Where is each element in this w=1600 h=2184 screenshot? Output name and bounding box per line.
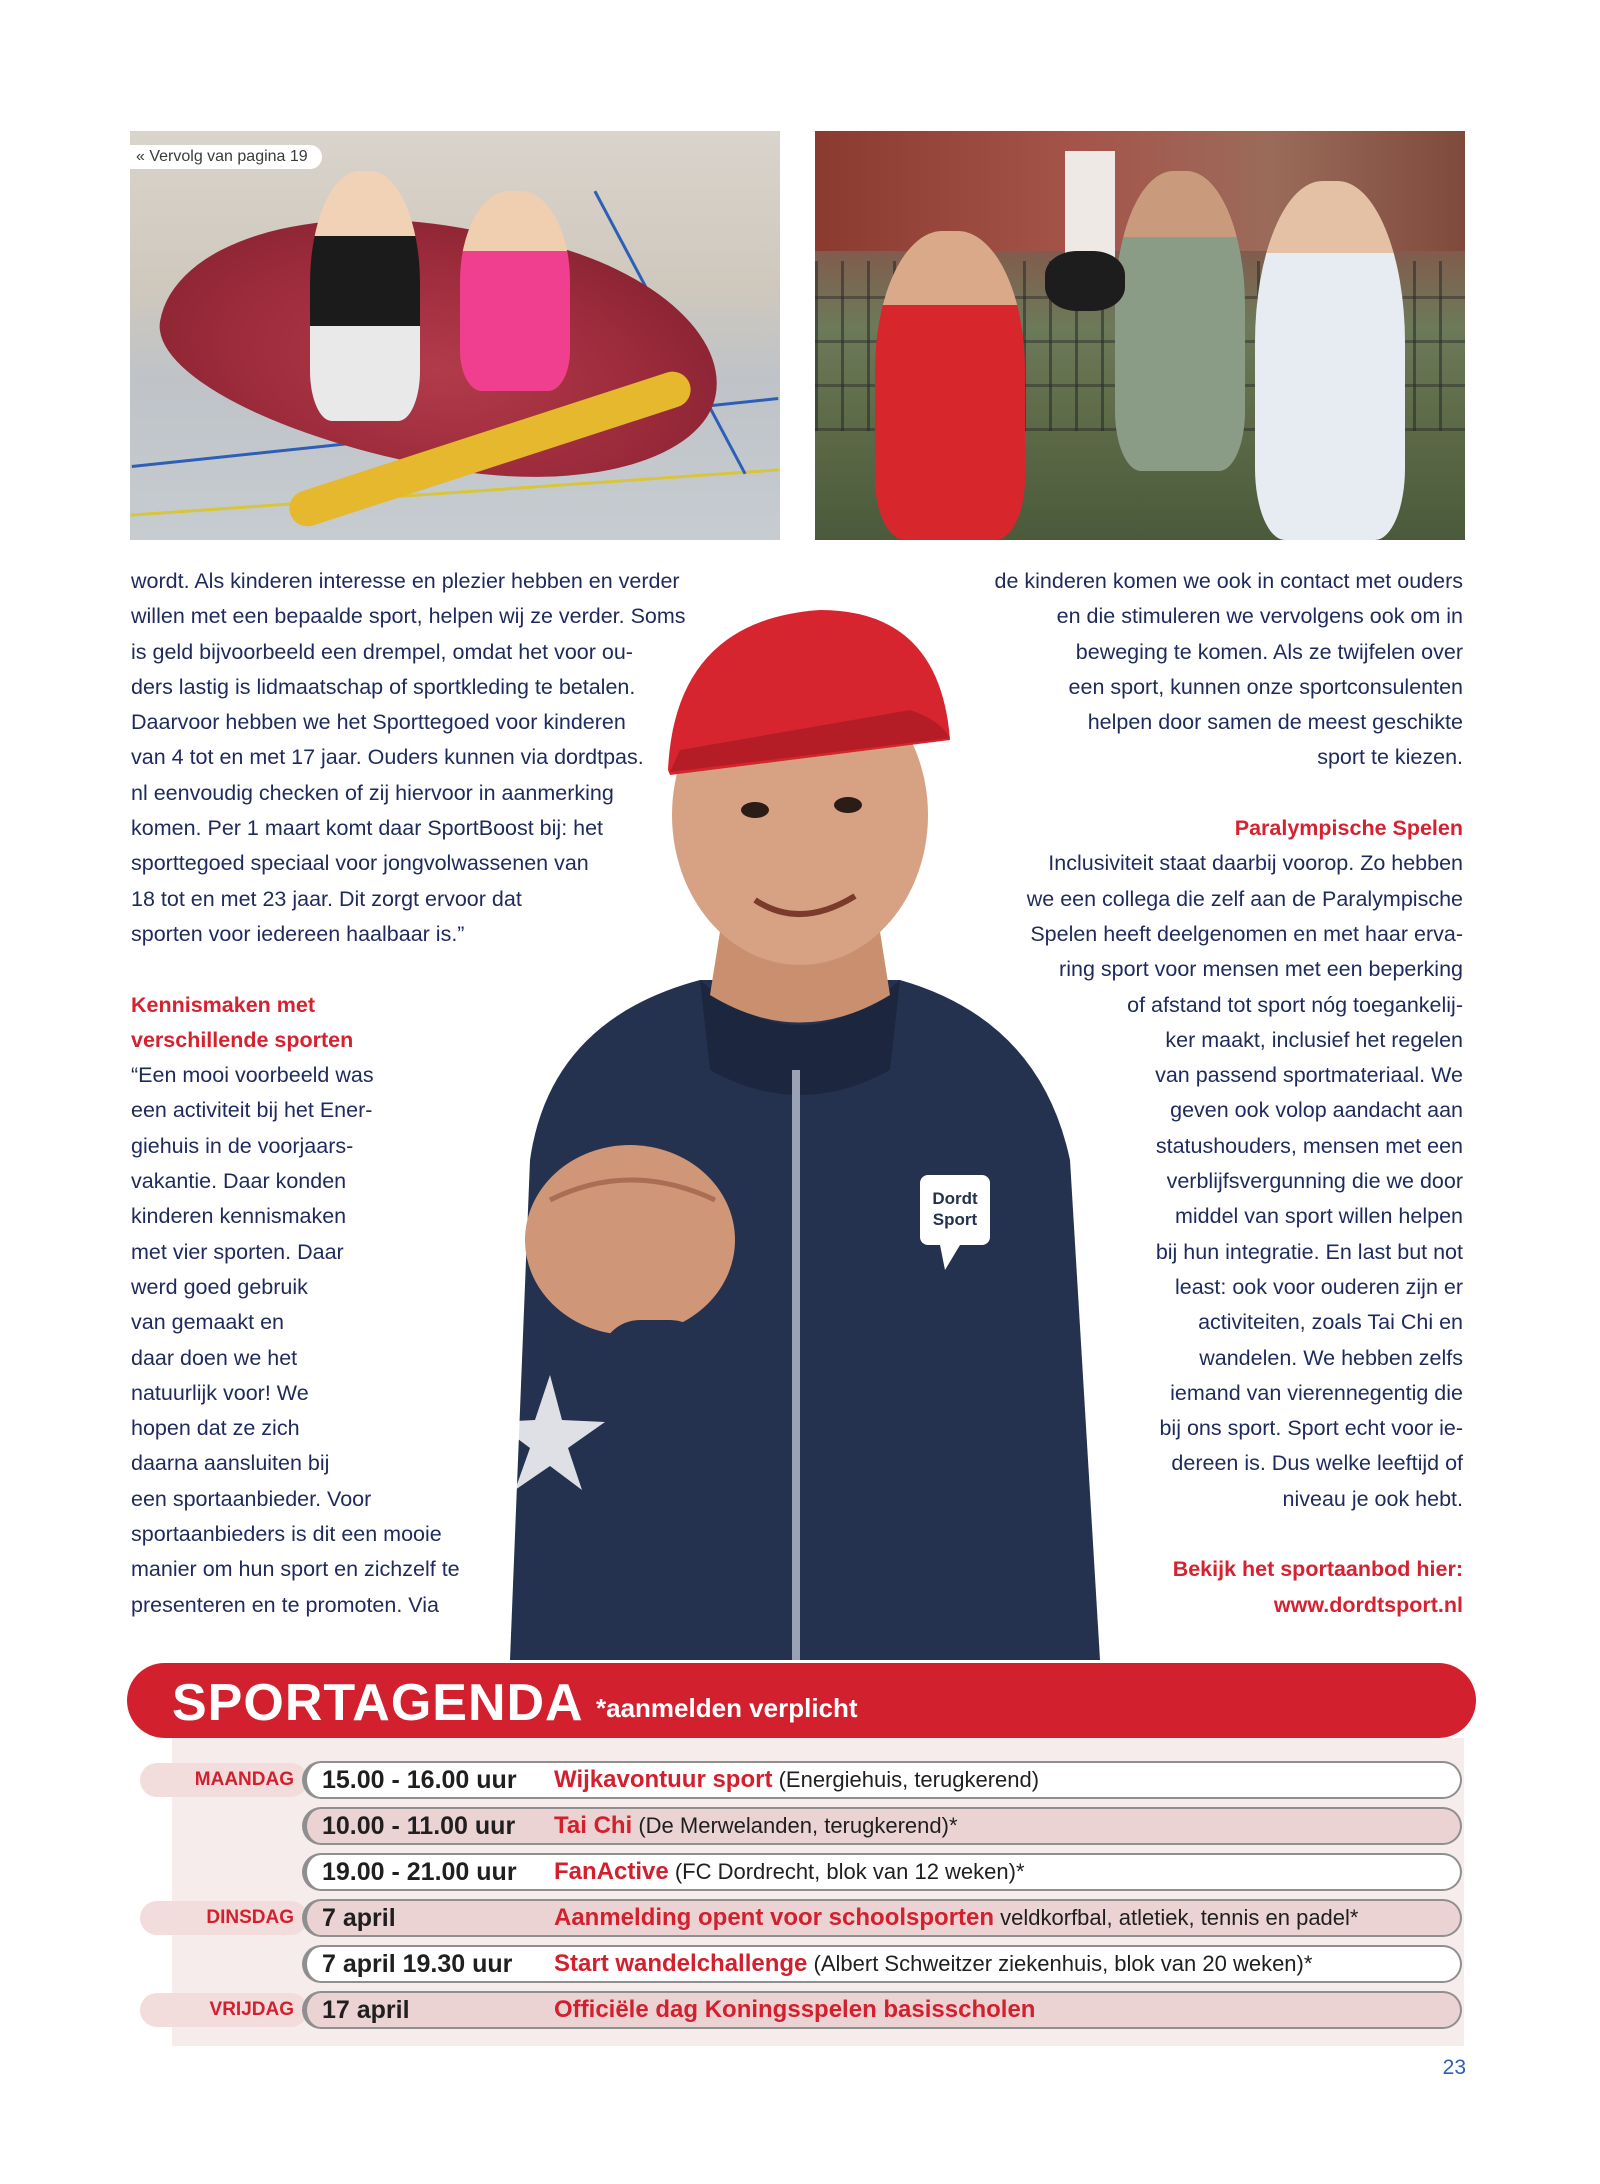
right-column-line: Inclusiviteit staat daarbij voorop. Zo hebben	[1048, 851, 1463, 876]
left-column-line: 18 tot en met 23 jaar. Dit zorgt ervoor dat	[131, 886, 522, 911]
right-column-line: bij ons sport. Sport echt voor ie-	[1159, 1416, 1463, 1441]
portrait-man-fist	[470, 600, 1130, 1660]
right-column-line: least: ook voor ouderen zijn er	[1174, 1274, 1463, 1299]
right-column-line: wandelen. We hebben zelfs	[1199, 1345, 1463, 1370]
agenda-day-label: DINSDAG	[140, 1901, 308, 1935]
child-right	[460, 191, 570, 391]
right-column-heading-line: Bekijk het sportaanbod hier:	[1172, 1557, 1463, 1582]
trainer-red-jacket	[875, 231, 1025, 540]
left-column-line: werd goed gebruik	[131, 1274, 308, 1299]
agenda-time: 7 april 19.30 uur	[322, 1950, 513, 1978]
agenda-subtitle: *aanmelden verplicht	[596, 1693, 858, 1723]
left-column-line: is geld bijvoorbeeld een drempel, omdat het voor ou-	[131, 639, 633, 664]
left-column-line: willen met een bepaalde sport, helpen wij ze verder. Soms	[131, 604, 686, 629]
photo-children-on-mat	[130, 131, 780, 540]
agenda-event-detail: veldkorfbal, atletiek, tennis en padel*	[994, 1905, 1359, 1930]
continued-from-caption: « Vervolg van pagina 19	[130, 145, 322, 169]
right-column-line: van passend sportmateriaal. We	[1155, 1063, 1463, 1088]
left-column-line: “Een mooi voorbeeld was	[131, 1063, 374, 1088]
agenda-event	[554, 1991, 1035, 2029]
agenda-event-title: Wijkavontuur sport	[554, 1766, 773, 1793]
right-column-line: we een collega die zelf aan de Paralympische	[1026, 886, 1463, 911]
agenda-day-label: MAANDAG	[140, 1763, 308, 1797]
left-column-line: een sportaanbieder. Voor	[131, 1486, 372, 1511]
left-column-line: wordt. Als kinderen interesse en plezier hebben en verder	[131, 569, 680, 593]
agenda-time: 17 april	[322, 1996, 410, 2024]
jacket-logo-line1: Dordt	[932, 1189, 978, 1208]
left-column-line: hopen dat ze zich	[131, 1416, 300, 1441]
boxing-glove	[1045, 251, 1125, 311]
agenda-time: 19.00 - 21.00 uur	[322, 1858, 517, 1886]
right-column-line: en die stimuleren we vervolgens ook om in	[1056, 604, 1463, 629]
page-number: 23	[1442, 2056, 1466, 2079]
left-column-line: manier om hun sport en zichzelf te	[131, 1557, 460, 1582]
agenda-event-title: Aanmelding opent voor schoolsporten	[554, 1904, 995, 1931]
right-column-line: niveau je ook hebt.	[1282, 1486, 1463, 1511]
agenda-event-detail: (De Merwelanden, terugkerend)*	[632, 1813, 958, 1838]
left-column-line: nl eenvoudig checken of zij hiervoor in aanmerking	[131, 780, 614, 805]
left-column-heading-line: Kennismaken met	[131, 992, 316, 1017]
agenda-event	[554, 1807, 958, 1845]
agenda-day-label: VRIJDAG	[140, 1993, 308, 2027]
left-column-line: daar doen we het	[131, 1345, 298, 1370]
man-white-shirt	[1255, 181, 1405, 540]
agenda-event	[554, 1761, 1039, 1799]
child-left	[310, 171, 420, 421]
agenda-event-title: Officiële dag Koningsspelen basisscholen	[554, 1996, 1036, 2023]
jacket-logo-line2: Sport	[932, 1210, 978, 1229]
photo-boxing-demo	[815, 131, 1465, 540]
left-column-line: giehuis in de voorjaars-	[131, 1133, 354, 1158]
man-green-shirt	[1115, 171, 1245, 471]
agenda-event	[554, 1899, 1358, 1937]
left-column-line: van gemaakt en	[131, 1310, 284, 1335]
right-column-line: bij hun integratie. En last but not	[1155, 1239, 1463, 1264]
agenda-time: 7 april	[322, 1904, 396, 1932]
left-column-line: sportaanbieders is dit een mooie	[131, 1522, 442, 1547]
left-column-line: vakantie. Daar konden	[131, 1169, 347, 1194]
right-column-heading-line: Paralympische Spelen	[1234, 816, 1463, 841]
agenda-title: SPORTAGENDA	[172, 1674, 584, 1732]
left-column-line: natuurlijk voor! We	[131, 1380, 309, 1405]
right-column-line: geven ook volop aandacht aan	[1170, 1098, 1463, 1123]
agenda-event	[554, 1945, 1312, 1983]
right-column-line: middel van sport willen helpen	[1174, 1204, 1463, 1229]
left-column-line: presenteren en te promoten. Via	[131, 1592, 439, 1617]
right-column-heading-line: www.dordtsport.nl	[1273, 1592, 1463, 1617]
agenda-time: 10.00 - 11.00 uur	[322, 1812, 516, 1840]
left-column-line: daarna aansluiten bij	[131, 1451, 330, 1476]
left-column-line: sporttegoed speciaal voor jongvolwassenen van	[131, 851, 589, 876]
agenda-event-detail: (Energiehuis, terugkerend)	[772, 1767, 1040, 1792]
left-column-line: Daarvoor hebben we het Sporttegoed voor kinderen	[131, 710, 626, 735]
left-column-line: kinderen kennismaken	[131, 1204, 347, 1229]
agenda-event	[554, 1853, 1025, 1891]
left-column-line: sporten voor iedereen haalbaar is.”	[131, 921, 465, 946]
right-column-line: beweging te komen. Als ze twijfelen over	[1075, 639, 1463, 664]
left-column-heading-line: verschillende sporten	[131, 1027, 354, 1052]
agenda-event-detail: (FC Dordrecht, blok van 12 weken)*	[668, 1859, 1025, 1884]
left-column-line: met vier sporten. Daar	[131, 1239, 344, 1264]
agenda-event-title: Tai Chi	[554, 1812, 633, 1839]
right-column-line: statushouders, mensen met een	[1155, 1133, 1463, 1158]
left-column-line: van 4 tot en met 17 jaar. Ouders kunnen via dordtpas.	[131, 745, 644, 770]
agenda-event-detail: (Albert Schweitzer ziekenhuis, blok van 20 weken)*	[807, 1951, 1313, 1976]
right-column-line: ker maakt, inclusief het regelen	[1165, 1027, 1463, 1052]
right-column-line: helpen door samen de meest geschikte	[1087, 710, 1463, 735]
event-poster	[1065, 151, 1115, 261]
left-column-line: ders lastig is lidmaatschap of sportkleding te betalen.	[131, 674, 636, 699]
agenda-time: 15.00 - 16.00 uur	[322, 1766, 517, 1794]
right-column-line: of afstand tot sport nóg toegankelij-	[1127, 992, 1463, 1017]
right-column-line: activiteiten, zoals Tai Chi en	[1198, 1310, 1463, 1335]
right-column-line: de kinderen komen we ook in contact met ouders	[994, 569, 1463, 593]
right-column-line: ring sport voor mensen met een beperking	[1059, 957, 1463, 982]
left-column-line: een activiteit bij het Ener-	[131, 1098, 373, 1123]
right-column-line: Spelen heeft deelgenomen en met haar erva-	[1030, 921, 1463, 946]
right-column-line: iemand van vierennegentig die	[1170, 1380, 1463, 1405]
right-column-line: een sport, kunnen onze sportconsulenten	[1068, 674, 1463, 699]
agenda-event-title: Start wandelchallenge	[554, 1950, 808, 1977]
agenda-event-title: FanActive	[554, 1858, 669, 1885]
right-column-line: sport te kiezen.	[1317, 745, 1463, 770]
left-column-line: komen. Per 1 maart komt daar SportBoost bij: het	[131, 816, 604, 841]
right-column-line: verblijfsvergunning die we door	[1166, 1169, 1463, 1194]
right-column-line: dereen is. Dus welke leeftijd of	[1171, 1451, 1463, 1476]
